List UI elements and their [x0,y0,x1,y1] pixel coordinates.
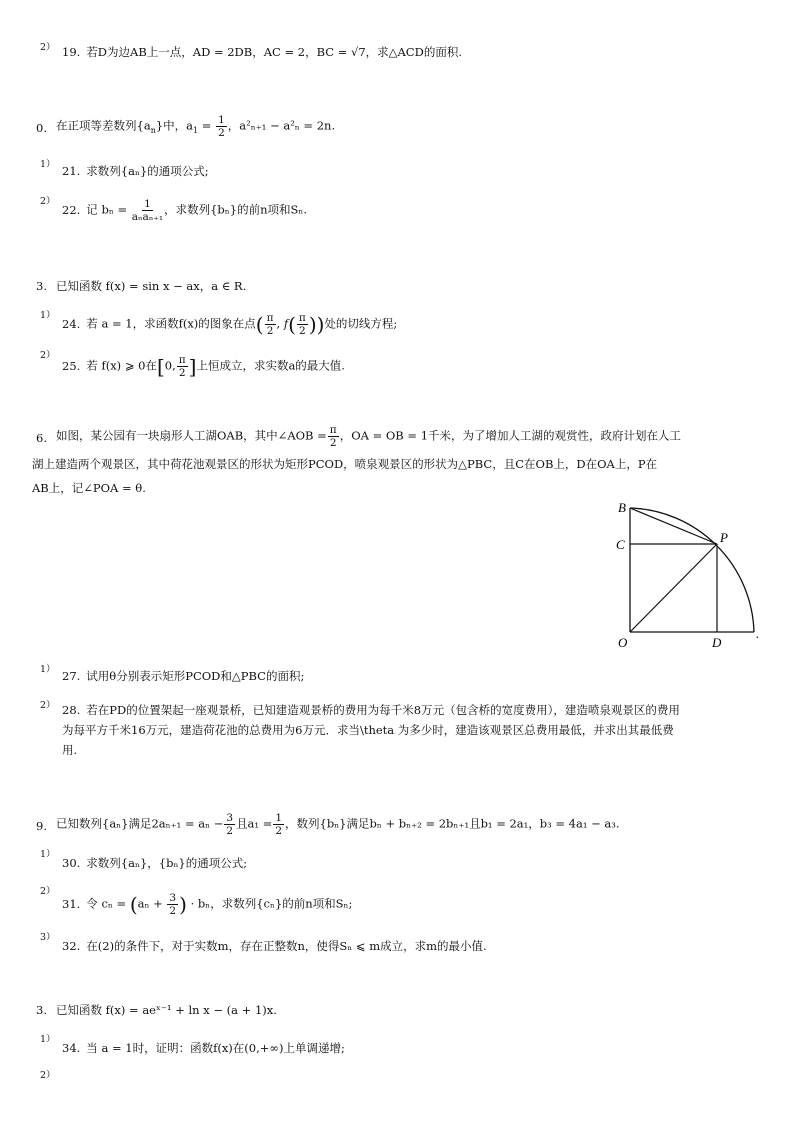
problem-stem: 已知函数 f(x) = aeˣ⁻¹ + ln x − (a + 1)x. [56,1003,277,1017]
problem-stem-line1: 如图，某公园有一块扇形人工湖OAB，其中∠AOB = $\frac{\pi}{2}$ ，OA = OB = 1千米，为了增加人工湖的观赏性，政府计划在人工 [56,424,682,449]
fraction: $\frac{1}{\text{aₙaₙ₊₁}}$ [131,198,164,223]
fraction: $\frac{\pi}{2}$ [329,424,337,449]
question-text: 25. 若 f(x) ⩾ 0在[0, $\frac{\pi}{2}$ ]上恒成立，求实数a的最大值. [62,354,345,379]
part-label: 2） [40,350,56,361]
label-D: D [712,635,722,650]
part-label: 2） [40,886,56,897]
question-text: 30. 求数列{aₙ}，{bₙ}的通项公式; [62,856,248,870]
question-text: 34. 当 a = 1时，证明：函数f(x)在(0,+∞)上单调递增; [62,1041,345,1055]
part-label: 3） [40,932,56,943]
fraction: $\frac{\pi}{2}$ [178,354,186,379]
problem-number: 0. [36,121,47,135]
part-label: 1） [40,310,56,321]
problem-number: 9. [36,819,47,833]
label-C: C [616,537,625,552]
fraction: $\frac{3}{2}$ [226,812,234,837]
question-text: 32. 在(2)的条件下，对于实数m，存在正整数n，使得Sₙ ⩽ m成立，求m的最小值. [62,939,487,953]
question-text: 21. 求数列{aₙ}的通项公式; [62,164,209,178]
question-text: 22. 记 bₙ = $\frac{1}{\text{aₙaₙ₊₁}}$ ，求数列{bₙ}的前n项和Sₙ. [62,198,307,223]
part-label: 2） [40,196,56,207]
problem-stem: 已知数列{aₙ}满足2aₙ₊₁ = aₙ − $\frac{3}{2}$ 且a₁ = $\frac{1}{2}$ ，数列{bₙ}满足bₙ + bₙ₊₂ = 2bₙ₊₁且b₁ = 2a₁，b₃ = 4a₁ − a₃. [56,812,620,837]
sector-figure [604,500,774,652]
question-28-line3: 用. [62,743,78,757]
fraction: $\frac{\pi}{2}$ [266,312,274,337]
label-A: . [756,626,760,641]
label-P: P [720,530,728,545]
part-label: 2） [40,1070,56,1081]
part-label: 1） [40,1034,56,1045]
segment-OP [630,544,717,632]
question-text-line1: 28. 若在PD的位置架起一座观景桥，已知建造观景桥的费用为每千米8万元（包含桥的宽度费用），建造喷泉观景区的费用 [62,703,680,717]
problem-number: 6. [36,431,47,445]
question-text: 27. 试用θ分别表示矩形PCOD和△PBC的面积; [62,669,305,683]
problem-stem: 已知函数 f(x) = sin x − ax，a ∈ R. [56,279,247,293]
fraction: $\frac{1}{2}$ [218,114,225,139]
question-28-line2: 为每平方千米16万元，建造荷花池的总费用为6万元．求当\theta 为多少时，建造该观景区总费用最低，并求出其最低费 [62,723,674,737]
part-label: 2） [40,700,56,711]
part-label: 1） [40,159,56,170]
label-B: B [618,500,626,515]
problem-number: 3. [36,1003,47,1017]
question-text: 19. 若D为边AB上一点，AD = 2DB，AC = 2，BC = √7，求△ACD的面积. [62,45,462,59]
part-label: 1） [40,664,56,675]
part-label: 1） [40,849,56,860]
problem-number: 3. [36,279,47,293]
part-label: 2） [40,42,56,53]
fraction: $\frac{3}{2}$ [169,892,177,917]
question-text: 31. 令 cₙ = (aₙ + $\frac{3}{2}$ ) · bₙ，求数列{cₙ}的前n项和Sₙ; [62,892,353,917]
fraction: $\frac{\pi}{2}$ [298,312,306,337]
segment-BP [630,508,717,544]
problem-26-line2: 湖上建造两个观景区，其中荷花池观景区的形状为矩形PCOD，喷泉观景区的形状为△PBC，且C在OB上，D在OA上，P在 [32,457,658,471]
question-text: 24. 若 a = 1，求函数f(x)的图象在点( $\frac{\pi}{2}$ , f( $\frac{\pi}{2}$ ))处的切线方程; [62,312,398,337]
problem-26-line3: AB上，记∠POA = θ. [32,481,146,495]
label-O: O [618,635,628,650]
fraction: $\frac{1}{2}$ [275,812,283,837]
problem-stem: 在正项等差数列$\{a_n\}$中，$a_1$ = $\frac{1}{2}$ ，a²ₙ₊₁ − a²ₙ = 2n. [56,114,336,139]
